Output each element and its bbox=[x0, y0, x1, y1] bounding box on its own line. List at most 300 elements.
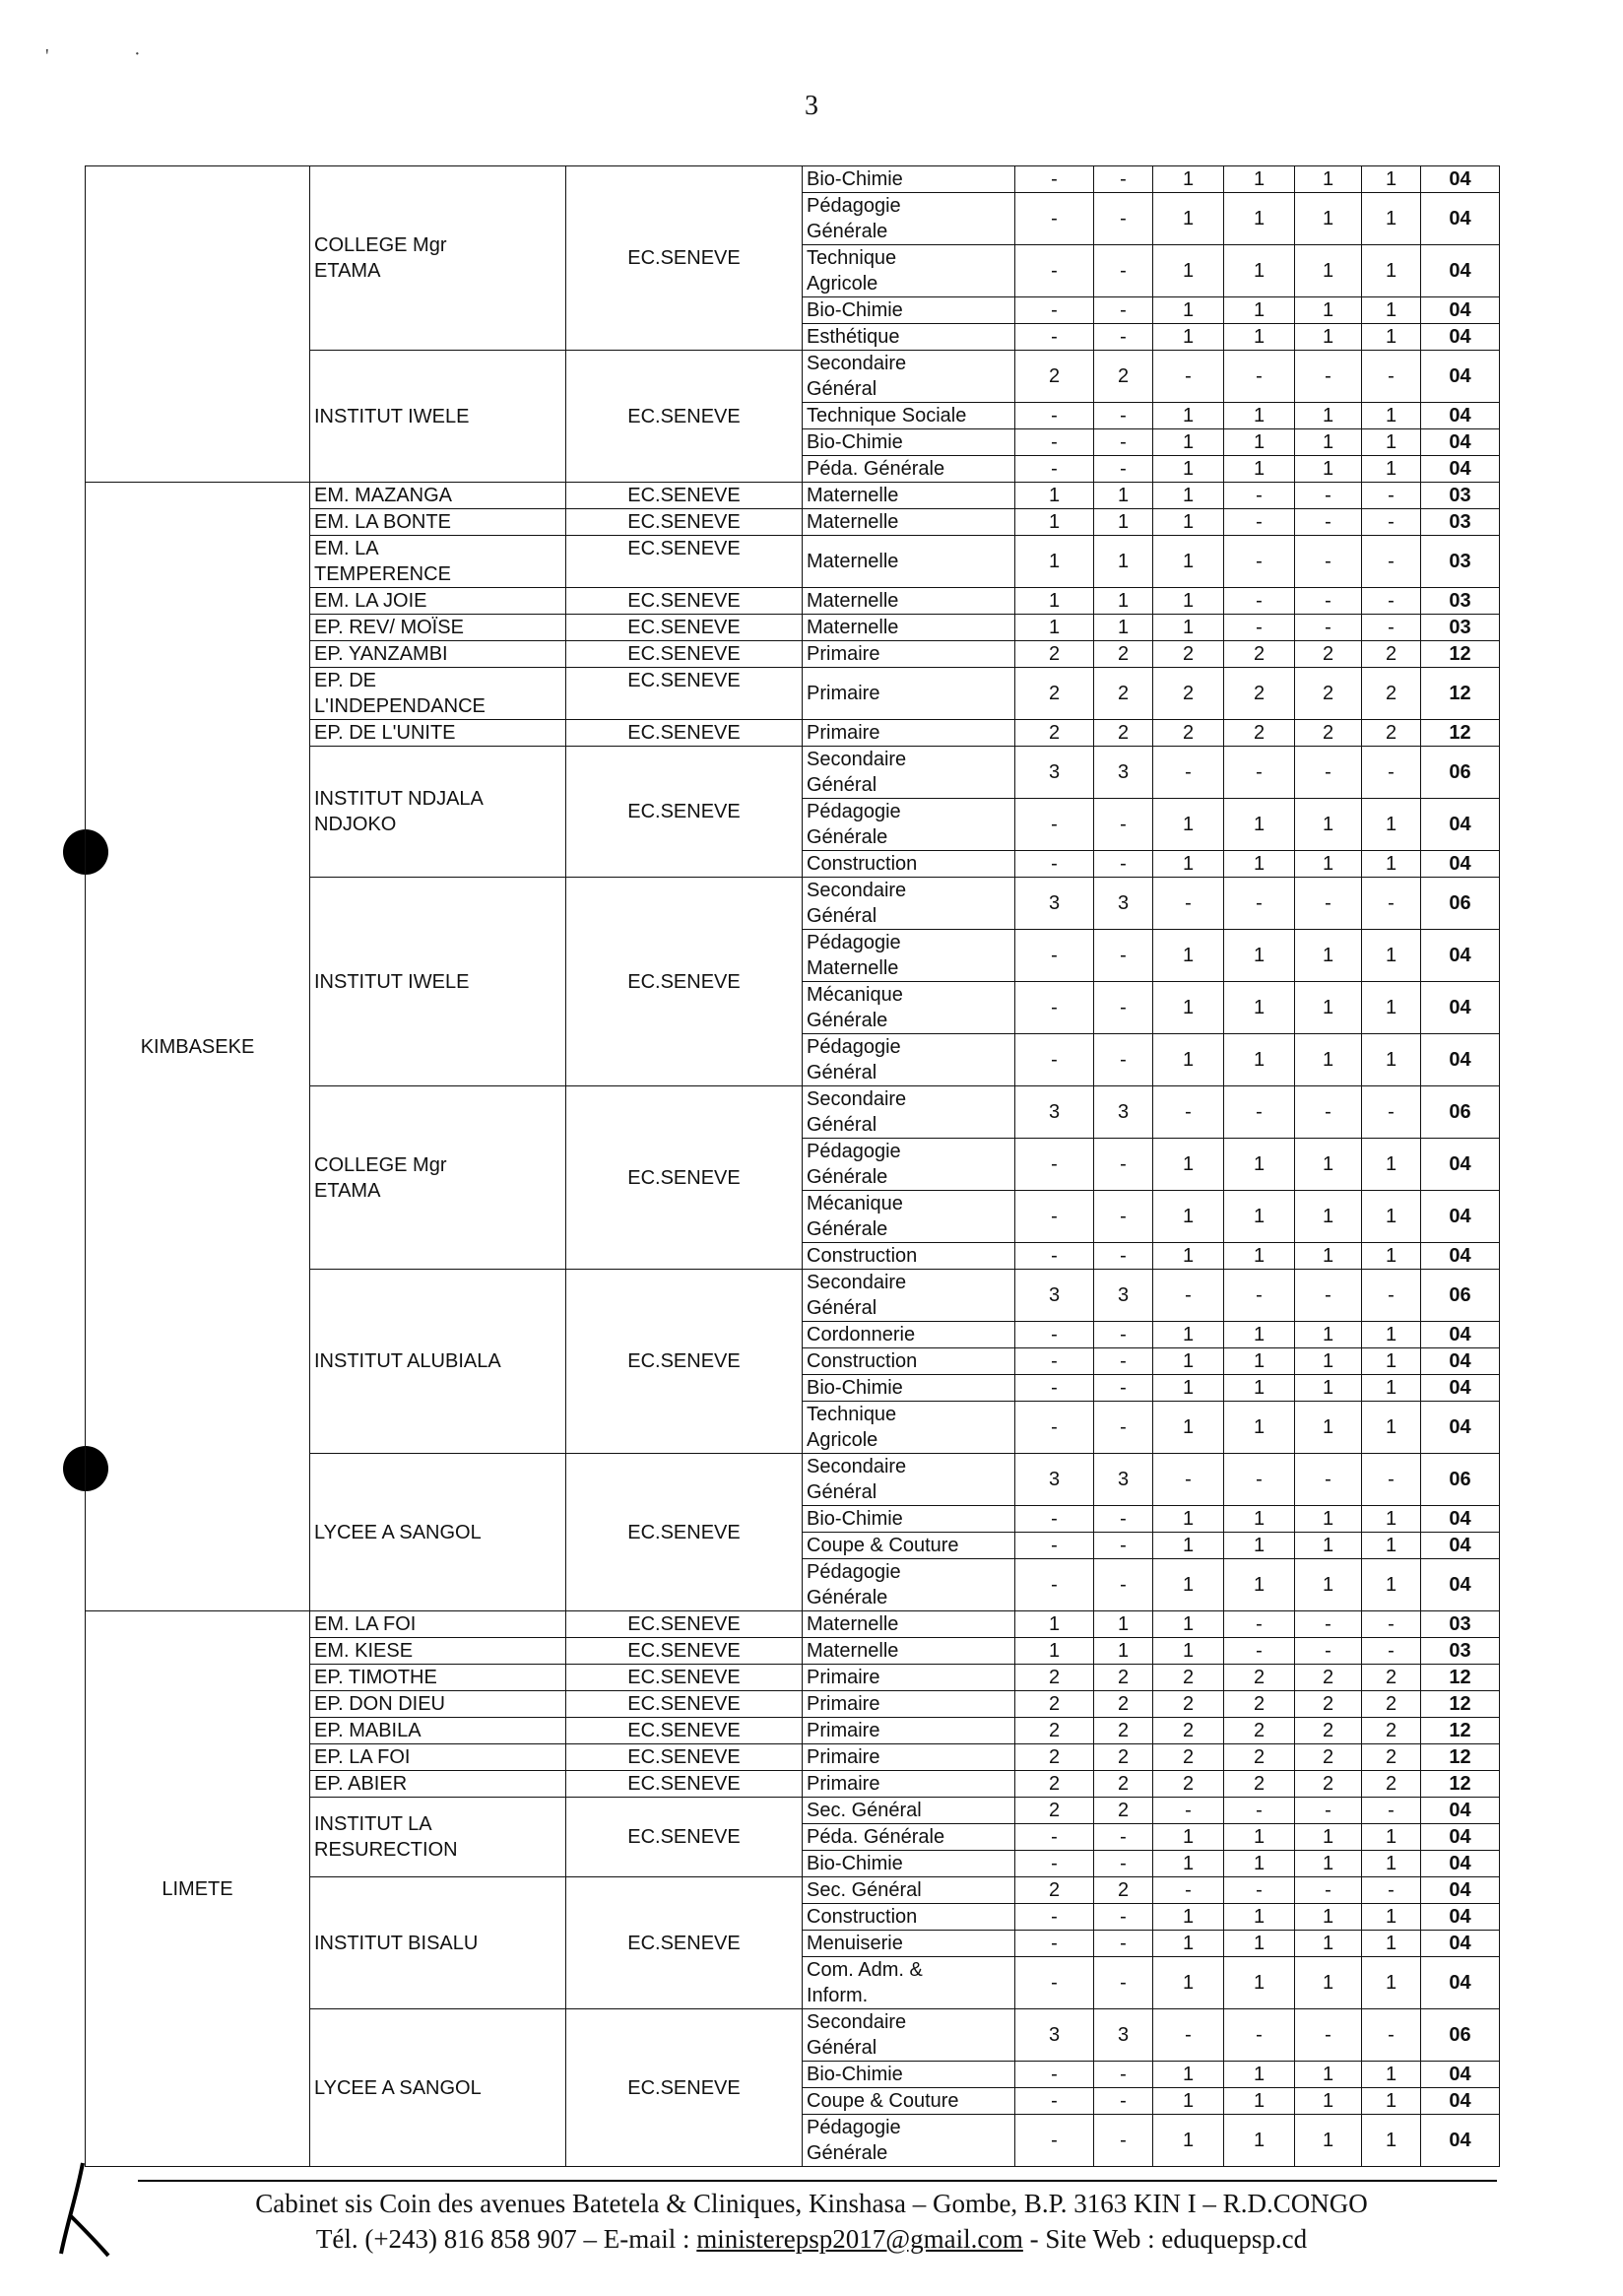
count-cell: 1 bbox=[1362, 1931, 1421, 1957]
count-cell: 2 bbox=[1015, 720, 1094, 747]
allocation-table bbox=[85, 165, 1500, 2167]
total-cell: 04 bbox=[1421, 1375, 1500, 1402]
count-cell: 1 bbox=[1224, 1931, 1295, 1957]
total-cell: 04 bbox=[1421, 2115, 1500, 2167]
total-cell: 04 bbox=[1421, 1348, 1500, 1375]
ec-cell: EC.SENEVE bbox=[566, 588, 803, 615]
count-cell: 1 bbox=[1153, 1533, 1224, 1559]
option-cell: Construction bbox=[803, 851, 1015, 878]
count-cell: 3 bbox=[1094, 2009, 1153, 2062]
school-name: EP. REV/ MOÏSE bbox=[310, 615, 566, 641]
count-cell: - bbox=[1015, 2062, 1094, 2088]
count-cell: 1 bbox=[1224, 1402, 1295, 1454]
count-cell: - bbox=[1295, 483, 1362, 509]
ec-cell: EC.SENEVE bbox=[566, 1086, 803, 1270]
count-cell: - bbox=[1094, 851, 1153, 878]
count-cell: 1 bbox=[1153, 588, 1224, 615]
count-cell: - bbox=[1295, 509, 1362, 536]
count-cell: 2 bbox=[1295, 1771, 1362, 1798]
count-cell: 1 bbox=[1153, 930, 1224, 982]
count-cell: - bbox=[1094, 1322, 1153, 1348]
total-cell: 03 bbox=[1421, 1638, 1500, 1665]
count-cell: 1 bbox=[1094, 1638, 1153, 1665]
count-cell: - bbox=[1015, 1559, 1094, 1611]
count-cell: 2 bbox=[1015, 1665, 1094, 1691]
count-cell: 1 bbox=[1224, 799, 1295, 851]
count-cell: - bbox=[1015, 2115, 1094, 2167]
count-cell: 1 bbox=[1224, 1348, 1295, 1375]
count-cell: 1 bbox=[1295, 982, 1362, 1034]
count-cell: 2 bbox=[1295, 1744, 1362, 1771]
count-cell: 2 bbox=[1094, 1718, 1153, 1744]
count-cell: - bbox=[1153, 1086, 1224, 1139]
footer-contact bbox=[0, 2224, 1623, 2255]
ec-cell: EC.SENEVE bbox=[566, 1744, 803, 1771]
count-cell: 1 bbox=[1362, 930, 1421, 982]
total-cell: 03 bbox=[1421, 509, 1500, 536]
option-cell: Pédagogie Générale bbox=[803, 1139, 1015, 1191]
footer-rule bbox=[138, 2180, 1497, 2182]
count-cell: - bbox=[1153, 351, 1224, 403]
total-cell: 03 bbox=[1421, 615, 1500, 641]
count-cell: 1 bbox=[1362, 1034, 1421, 1086]
count-cell: - bbox=[1015, 799, 1094, 851]
count-cell: 1 bbox=[1015, 483, 1094, 509]
count-cell: 1 bbox=[1224, 851, 1295, 878]
count-cell: 1 bbox=[1362, 1243, 1421, 1270]
count-cell: 2 bbox=[1015, 351, 1094, 403]
option-cell: Secondaire Général bbox=[803, 747, 1015, 799]
total-cell: 04 bbox=[1421, 456, 1500, 483]
count-cell: - bbox=[1015, 1851, 1094, 1877]
count-cell: 1 bbox=[1362, 1506, 1421, 1533]
ec-cell: EC.SENEVE bbox=[566, 1877, 803, 2009]
count-cell: - bbox=[1362, 1270, 1421, 1322]
count-cell: 1 bbox=[1295, 1904, 1362, 1931]
count-cell: 2 bbox=[1153, 1771, 1224, 1798]
count-cell: 2 bbox=[1015, 1718, 1094, 1744]
count-cell: 1 bbox=[1153, 1931, 1224, 1957]
option-cell: Technique Agricole bbox=[803, 1402, 1015, 1454]
count-cell: 2 bbox=[1015, 641, 1094, 668]
count-cell: - bbox=[1015, 429, 1094, 456]
count-cell: - bbox=[1224, 588, 1295, 615]
school-name: INSTITUT LA RESURECTION bbox=[310, 1798, 566, 1877]
school-name: COLLEGE Mgr ETAMA bbox=[310, 166, 566, 351]
count-cell: 1 bbox=[1153, 799, 1224, 851]
option-cell: Maternelle bbox=[803, 1638, 1015, 1665]
count-cell: - bbox=[1224, 1877, 1295, 1904]
count-cell: 1 bbox=[1153, 1139, 1224, 1191]
count-cell: 1 bbox=[1015, 509, 1094, 536]
count-cell: 1 bbox=[1295, 930, 1362, 982]
count-cell: 1 bbox=[1295, 2062, 1362, 2088]
count-cell: - bbox=[1094, 324, 1153, 351]
school-name: EM. KIESE bbox=[310, 1638, 566, 1665]
count-cell: - bbox=[1015, 1904, 1094, 1931]
count-cell: - bbox=[1362, 588, 1421, 615]
count-cell: - bbox=[1015, 1375, 1094, 1402]
total-cell: 12 bbox=[1421, 668, 1500, 720]
total-cell: 12 bbox=[1421, 1744, 1500, 1771]
count-cell: - bbox=[1362, 1638, 1421, 1665]
commune-cell: LIMETE bbox=[86, 1611, 310, 2167]
count-cell: 1 bbox=[1295, 429, 1362, 456]
count-cell: 1 bbox=[1295, 297, 1362, 324]
count-cell: 1 bbox=[1362, 193, 1421, 245]
count-cell: 2 bbox=[1362, 1771, 1421, 1798]
table-row bbox=[86, 166, 1500, 193]
ec-cell: EC.SENEVE bbox=[566, 1771, 803, 1798]
count-cell: 1 bbox=[1153, 1402, 1224, 1454]
count-cell: 1 bbox=[1153, 1191, 1224, 1243]
footer-email[interactable]: ministerepsp2017@gmail.com bbox=[696, 2224, 1023, 2254]
count-cell: 1 bbox=[1224, 1824, 1295, 1851]
total-cell: 04 bbox=[1421, 2062, 1500, 2088]
count-cell: - bbox=[1153, 1877, 1224, 1904]
total-cell: 03 bbox=[1421, 1611, 1500, 1638]
count-cell: 2 bbox=[1094, 1798, 1153, 1824]
count-cell: - bbox=[1224, 747, 1295, 799]
count-cell: - bbox=[1295, 536, 1362, 588]
count-cell: 1 bbox=[1295, 1824, 1362, 1851]
count-cell: - bbox=[1015, 930, 1094, 982]
school-name: INSTITUT NDJALA NDJOKO bbox=[310, 747, 566, 878]
count-cell: 1 bbox=[1224, 166, 1295, 193]
ec-cell: EC.SENEVE bbox=[566, 668, 803, 720]
count-cell: 1 bbox=[1362, 297, 1421, 324]
count-cell: 1 bbox=[1295, 2115, 1362, 2167]
count-cell: 1 bbox=[1153, 429, 1224, 456]
count-cell: - bbox=[1094, 166, 1153, 193]
count-cell: - bbox=[1224, 1638, 1295, 1665]
total-cell: 04 bbox=[1421, 1877, 1500, 1904]
count-cell: 2 bbox=[1224, 1718, 1295, 1744]
scan-speck: ' bbox=[45, 45, 49, 67]
count-cell: 3 bbox=[1094, 1270, 1153, 1322]
school-name: LYCEE A SANGOL bbox=[310, 1454, 566, 1611]
school-name: INSTITUT IWELE bbox=[310, 351, 566, 483]
option-cell: Maternelle bbox=[803, 536, 1015, 588]
count-cell: 3 bbox=[1015, 1270, 1094, 1322]
count-cell: 1 bbox=[1094, 1611, 1153, 1638]
count-cell: 1 bbox=[1224, 1139, 1295, 1191]
total-cell: 04 bbox=[1421, 1243, 1500, 1270]
total-cell: 04 bbox=[1421, 1533, 1500, 1559]
count-cell: 1 bbox=[1362, 1533, 1421, 1559]
total-cell: 04 bbox=[1421, 324, 1500, 351]
option-cell: Technique Agricole bbox=[803, 245, 1015, 297]
option-cell: Bio-Chimie bbox=[803, 2062, 1015, 2088]
count-cell: 1 bbox=[1362, 799, 1421, 851]
school-name: EP. ABIER bbox=[310, 1771, 566, 1798]
count-cell: 1 bbox=[1224, 2062, 1295, 2088]
total-cell: 04 bbox=[1421, 297, 1500, 324]
total-cell: 04 bbox=[1421, 429, 1500, 456]
count-cell: - bbox=[1362, 1611, 1421, 1638]
count-cell: 1 bbox=[1362, 456, 1421, 483]
ec-cell: EC.SENEVE bbox=[566, 1718, 803, 1744]
count-cell: 1 bbox=[1153, 851, 1224, 878]
total-cell: 04 bbox=[1421, 1322, 1500, 1348]
total-cell: 04 bbox=[1421, 1957, 1500, 2009]
school-name: INSTITUT BISALU bbox=[310, 1877, 566, 2009]
total-cell: 04 bbox=[1421, 1824, 1500, 1851]
count-cell: 1 bbox=[1153, 1824, 1224, 1851]
count-cell: 2 bbox=[1094, 1744, 1153, 1771]
option-cell: Sec. Général bbox=[803, 1877, 1015, 1904]
count-cell: 1 bbox=[1295, 1375, 1362, 1402]
count-cell: 1 bbox=[1015, 1611, 1094, 1638]
commune-cell: KIMBASEKE bbox=[86, 483, 310, 1611]
school-name: LYCEE A SANGOL bbox=[310, 2009, 566, 2167]
count-cell: - bbox=[1015, 1243, 1094, 1270]
count-cell: 1 bbox=[1094, 536, 1153, 588]
count-cell: - bbox=[1094, 1904, 1153, 1931]
count-cell: - bbox=[1015, 1139, 1094, 1191]
option-cell: Coupe & Couture bbox=[803, 2088, 1015, 2115]
count-cell: 1 bbox=[1362, 851, 1421, 878]
commune-cell bbox=[86, 166, 310, 483]
option-cell: Péda. Générale bbox=[803, 456, 1015, 483]
count-cell: 1 bbox=[1015, 536, 1094, 588]
count-cell: - bbox=[1362, 1086, 1421, 1139]
count-cell: 2 bbox=[1094, 641, 1153, 668]
page-number: 3 bbox=[805, 91, 818, 121]
count-cell: 1 bbox=[1362, 982, 1421, 1034]
count-cell: - bbox=[1094, 1851, 1153, 1877]
count-cell: - bbox=[1094, 1034, 1153, 1086]
option-cell: Primaire bbox=[803, 668, 1015, 720]
count-cell: - bbox=[1015, 324, 1094, 351]
ec-cell: EC.SENEVE bbox=[566, 1454, 803, 1611]
option-cell: Primaire bbox=[803, 1691, 1015, 1718]
count-cell: - bbox=[1224, 483, 1295, 509]
count-cell: 2 bbox=[1362, 1718, 1421, 1744]
total-cell: 12 bbox=[1421, 1718, 1500, 1744]
count-cell: - bbox=[1094, 245, 1153, 297]
count-cell: 1 bbox=[1153, 1957, 1224, 2009]
total-cell: 04 bbox=[1421, 403, 1500, 429]
count-cell: 2 bbox=[1224, 1771, 1295, 1798]
count-cell: 1 bbox=[1362, 1824, 1421, 1851]
option-cell: Péda. Générale bbox=[803, 1824, 1015, 1851]
count-cell: 2 bbox=[1094, 1771, 1153, 1798]
count-cell: - bbox=[1224, 536, 1295, 588]
count-cell: 1 bbox=[1362, 1322, 1421, 1348]
option-cell: Coupe & Couture bbox=[803, 1533, 1015, 1559]
count-cell: 1 bbox=[1224, 1243, 1295, 1270]
count-cell: 2 bbox=[1224, 668, 1295, 720]
count-cell: 1 bbox=[1362, 2062, 1421, 2088]
count-cell: 1 bbox=[1362, 1904, 1421, 1931]
option-cell: Bio-Chimie bbox=[803, 297, 1015, 324]
count-cell: 2 bbox=[1224, 1744, 1295, 1771]
count-cell: - bbox=[1295, 1611, 1362, 1638]
total-cell: 04 bbox=[1421, 851, 1500, 878]
option-cell: Primaire bbox=[803, 1771, 1015, 1798]
count-cell: - bbox=[1295, 1270, 1362, 1322]
count-cell: - bbox=[1295, 1638, 1362, 1665]
count-cell: - bbox=[1094, 1348, 1153, 1375]
count-cell: 3 bbox=[1094, 1086, 1153, 1139]
count-cell: 2 bbox=[1362, 641, 1421, 668]
count-cell: 1 bbox=[1295, 1931, 1362, 1957]
count-cell: 1 bbox=[1224, 245, 1295, 297]
count-cell: - bbox=[1153, 1454, 1224, 1506]
count-cell: 1 bbox=[1362, 1375, 1421, 1402]
count-cell: 1 bbox=[1362, 429, 1421, 456]
count-cell: 2 bbox=[1015, 668, 1094, 720]
total-cell: 04 bbox=[1421, 1139, 1500, 1191]
option-cell: Maternelle bbox=[803, 615, 1015, 641]
count-cell: - bbox=[1224, 351, 1295, 403]
total-cell: 12 bbox=[1421, 641, 1500, 668]
count-cell: 2 bbox=[1153, 1665, 1224, 1691]
count-cell: - bbox=[1362, 1877, 1421, 1904]
school-name: EM. LA JOIE bbox=[310, 588, 566, 615]
count-cell: 1 bbox=[1094, 588, 1153, 615]
count-cell: - bbox=[1015, 456, 1094, 483]
count-cell: 3 bbox=[1015, 2009, 1094, 2062]
option-cell: Bio-Chimie bbox=[803, 1506, 1015, 1533]
count-cell: 1 bbox=[1094, 615, 1153, 641]
school-name: EP. DE L'INDEPENDANCE bbox=[310, 668, 566, 720]
count-cell: 1 bbox=[1153, 193, 1224, 245]
option-cell: Mécanique Générale bbox=[803, 982, 1015, 1034]
option-cell: Secondaire Général bbox=[803, 1454, 1015, 1506]
count-cell: - bbox=[1362, 747, 1421, 799]
option-cell: Secondaire Général bbox=[803, 2009, 1015, 2062]
option-cell: Pédagogie Générale bbox=[803, 193, 1015, 245]
count-cell: 1 bbox=[1153, 982, 1224, 1034]
ec-cell: EC.SENEVE bbox=[566, 1270, 803, 1454]
count-cell: 1 bbox=[1224, 429, 1295, 456]
school-name: EM. LA FOI bbox=[310, 1611, 566, 1638]
count-cell: 2 bbox=[1362, 1665, 1421, 1691]
count-cell: - bbox=[1295, 2009, 1362, 2062]
count-cell: 1 bbox=[1362, 1139, 1421, 1191]
option-cell: Maternelle bbox=[803, 588, 1015, 615]
count-cell: 3 bbox=[1015, 747, 1094, 799]
count-cell: 1 bbox=[1224, 297, 1295, 324]
count-cell: 1 bbox=[1153, 1243, 1224, 1270]
count-cell: - bbox=[1015, 245, 1094, 297]
count-cell: - bbox=[1094, 2088, 1153, 2115]
count-cell: 1 bbox=[1153, 615, 1224, 641]
count-cell: - bbox=[1362, 615, 1421, 641]
count-cell: 2 bbox=[1362, 1691, 1421, 1718]
count-cell: - bbox=[1015, 1348, 1094, 1375]
ec-cell: EC.SENEVE bbox=[566, 1798, 803, 1877]
count-cell: 1 bbox=[1295, 1506, 1362, 1533]
count-cell: 1 bbox=[1153, 2088, 1224, 2115]
count-cell: 2 bbox=[1153, 1718, 1224, 1744]
option-cell: Bio-Chimie bbox=[803, 1375, 1015, 1402]
count-cell: - bbox=[1295, 1877, 1362, 1904]
count-cell: 1 bbox=[1295, 1322, 1362, 1348]
count-cell: - bbox=[1094, 193, 1153, 245]
count-cell: 1 bbox=[1153, 1506, 1224, 1533]
count-cell: 1 bbox=[1153, 324, 1224, 351]
option-cell: Bio-Chimie bbox=[803, 1851, 1015, 1877]
count-cell: 1 bbox=[1224, 324, 1295, 351]
count-cell: - bbox=[1094, 297, 1153, 324]
count-cell: - bbox=[1224, 2009, 1295, 2062]
school-name: EP. MABILA bbox=[310, 1718, 566, 1744]
ec-cell: EC.SENEVE bbox=[566, 1638, 803, 1665]
option-cell: Primaire bbox=[803, 1744, 1015, 1771]
count-cell: 1 bbox=[1224, 193, 1295, 245]
total-cell: 12 bbox=[1421, 1665, 1500, 1691]
count-cell: 1 bbox=[1153, 297, 1224, 324]
count-cell: 1 bbox=[1295, 1957, 1362, 2009]
count-cell: 1 bbox=[1153, 1322, 1224, 1348]
count-cell: 3 bbox=[1015, 878, 1094, 930]
count-cell: 1 bbox=[1224, 403, 1295, 429]
count-cell: 1 bbox=[1224, 2115, 1295, 2167]
option-cell: Primaire bbox=[803, 1665, 1015, 1691]
count-cell: - bbox=[1015, 1034, 1094, 1086]
count-cell: 2 bbox=[1094, 1665, 1153, 1691]
ec-cell: EC.SENEVE bbox=[566, 720, 803, 747]
count-cell: - bbox=[1094, 403, 1153, 429]
total-cell: 04 bbox=[1421, 982, 1500, 1034]
total-cell: 03 bbox=[1421, 536, 1500, 588]
option-cell: Secondaire Général bbox=[803, 1086, 1015, 1139]
count-cell: - bbox=[1094, 1243, 1153, 1270]
count-cell: 1 bbox=[1153, 1034, 1224, 1086]
count-cell: 1 bbox=[1224, 1957, 1295, 2009]
count-cell: - bbox=[1094, 456, 1153, 483]
count-cell: 2 bbox=[1362, 1744, 1421, 1771]
count-cell: 3 bbox=[1015, 1454, 1094, 1506]
count-cell: 1 bbox=[1362, 1559, 1421, 1611]
count-cell: - bbox=[1094, 1191, 1153, 1243]
count-cell: 2 bbox=[1295, 1691, 1362, 1718]
count-cell: 1 bbox=[1224, 1191, 1295, 1243]
total-cell: 04 bbox=[1421, 1798, 1500, 1824]
option-cell: Maternelle bbox=[803, 1611, 1015, 1638]
option-cell: Construction bbox=[803, 1243, 1015, 1270]
count-cell: - bbox=[1295, 1454, 1362, 1506]
count-cell: 1 bbox=[1015, 615, 1094, 641]
count-cell: 1 bbox=[1153, 2062, 1224, 2088]
count-cell: - bbox=[1224, 509, 1295, 536]
count-cell: 1 bbox=[1362, 1957, 1421, 2009]
count-cell: 1 bbox=[1224, 1533, 1295, 1559]
count-cell: 1 bbox=[1295, 166, 1362, 193]
count-cell: 3 bbox=[1094, 747, 1153, 799]
count-cell: 1 bbox=[1153, 403, 1224, 429]
count-cell: 2 bbox=[1295, 1718, 1362, 1744]
count-cell: - bbox=[1094, 1931, 1153, 1957]
count-cell: 1 bbox=[1153, 1638, 1224, 1665]
count-cell: - bbox=[1015, 2088, 1094, 2115]
school-name: EP. YANZAMBI bbox=[310, 641, 566, 668]
school-name: EM. LA TEMPERENCE bbox=[310, 536, 566, 588]
ec-cell: EC.SENEVE bbox=[566, 1691, 803, 1718]
ec-cell: EC.SENEVE bbox=[566, 615, 803, 641]
count-cell: 1 bbox=[1153, 536, 1224, 588]
count-cell: 1 bbox=[1015, 1638, 1094, 1665]
option-cell: Primaire bbox=[803, 720, 1015, 747]
option-cell: Secondaire Général bbox=[803, 351, 1015, 403]
count-cell: - bbox=[1015, 1957, 1094, 2009]
total-cell: 04 bbox=[1421, 1851, 1500, 1877]
count-cell: 1 bbox=[1295, 1348, 1362, 1375]
count-cell: - bbox=[1362, 878, 1421, 930]
